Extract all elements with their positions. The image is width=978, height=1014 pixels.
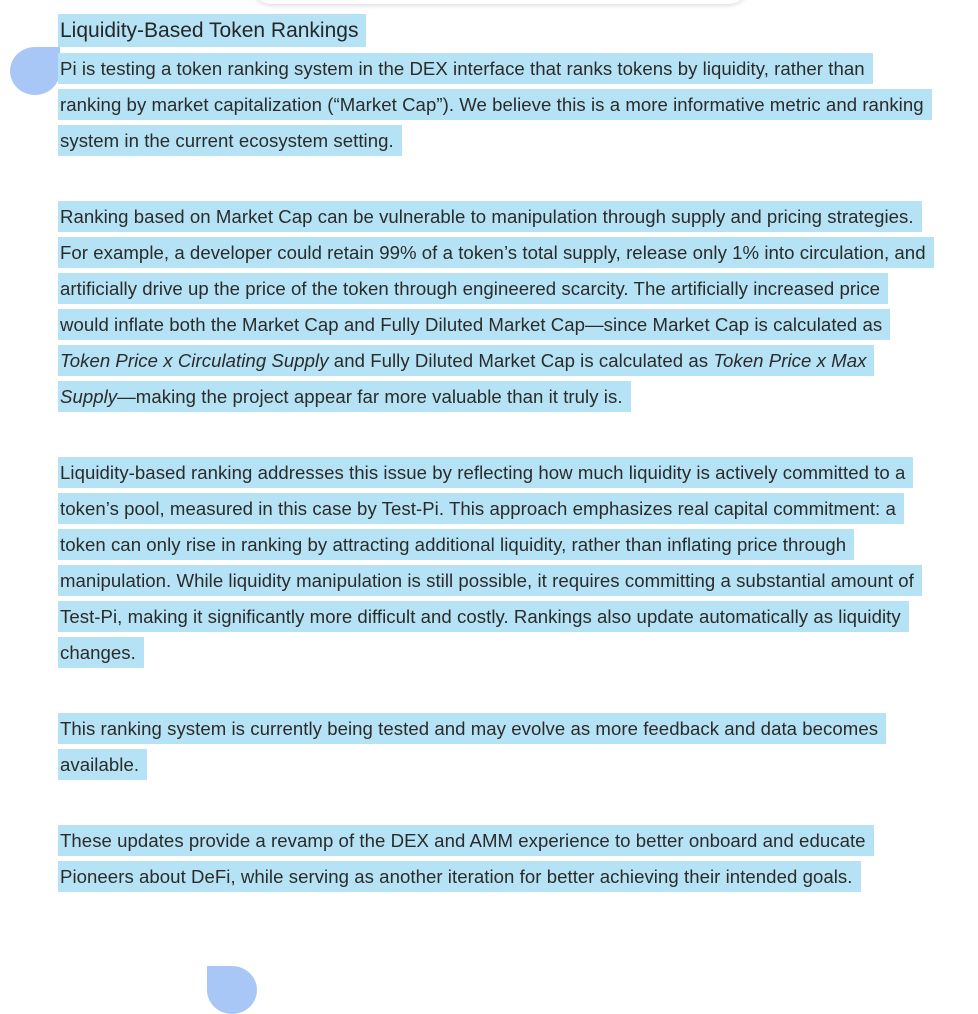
fdv-formula: Token Price x Max Supply — [60, 350, 867, 407]
paragraph-5-text[interactable]: These updates provide a revamp of the DEX and AMM experience to better onboard and educate Pioneers about DeFi, while serving as another iteration for better achieving their intended goals. — [58, 825, 874, 892]
paragraph-2-part-c: —making the project appear far more valuable than it truly is. — [117, 386, 623, 407]
paragraph-4-text[interactable]: This ranking system is currently being tested and may evolve as more feedback and data becomes available. — [58, 713, 886, 780]
paragraph-1 — [58, 51, 928, 159]
paragraph-3-text[interactable]: Liquidity-based ranking addresses this issue by reflecting how much liquidity is actively committed to a token’s pool, measured in this case by Test-Pi. This approach emphasizes real capital commitment: a token can only rise in ranking by attracting additional liquidity, rather than inflating price through manipulation. While liquidity manipulation is still possible, it requires committing a substantial amount of Test-Pi, making it significantly more difficult and costly. Rankings also update automatically as liquidity changes. — [58, 457, 922, 668]
paragraph-2-text[interactable] — [58, 201, 934, 412]
paragraph-4 — [58, 711, 928, 783]
paragraph-2-part-a: Ranking based on Market Cap can be vulnerable to manipulation through supply and pricing strategies. For example, a developer could retain 99% of a token’s total supply, release only 1% into circulation, and artificially drive up the price of the token through engineered scarcity. The artificially increased price would inflate both the Market Cap and Fully Diluted Market Cap—since Market Cap is calculated as — [60, 206, 926, 335]
market-cap-formula: Token Price x Circulating Supply — [60, 350, 329, 371]
paragraph-3 — [58, 455, 928, 671]
selection-end-handle[interactable] — [207, 966, 257, 1014]
selection-start-handle[interactable] — [10, 47, 60, 95]
paragraph-5 — [58, 823, 928, 895]
paragraph-2-part-b: and Fully Diluted Market Cap is calculated as — [328, 350, 714, 371]
paragraph-1-text[interactable]: Pi is testing a token ranking system in the DEX interface that ranks tokens by liquidity, rather than ranking by market capitalization (“Market Cap”). We believe this is a more informative metric and ranking system in the current ecosystem setting. — [58, 53, 932, 156]
paragraph-2 — [58, 199, 928, 415]
section-heading-text[interactable]: Liquidity-Based Token Rankings — [58, 14, 366, 47]
section-heading — [58, 17, 928, 45]
top-card-edge — [250, 0, 750, 4]
article-body — [58, 17, 928, 895]
